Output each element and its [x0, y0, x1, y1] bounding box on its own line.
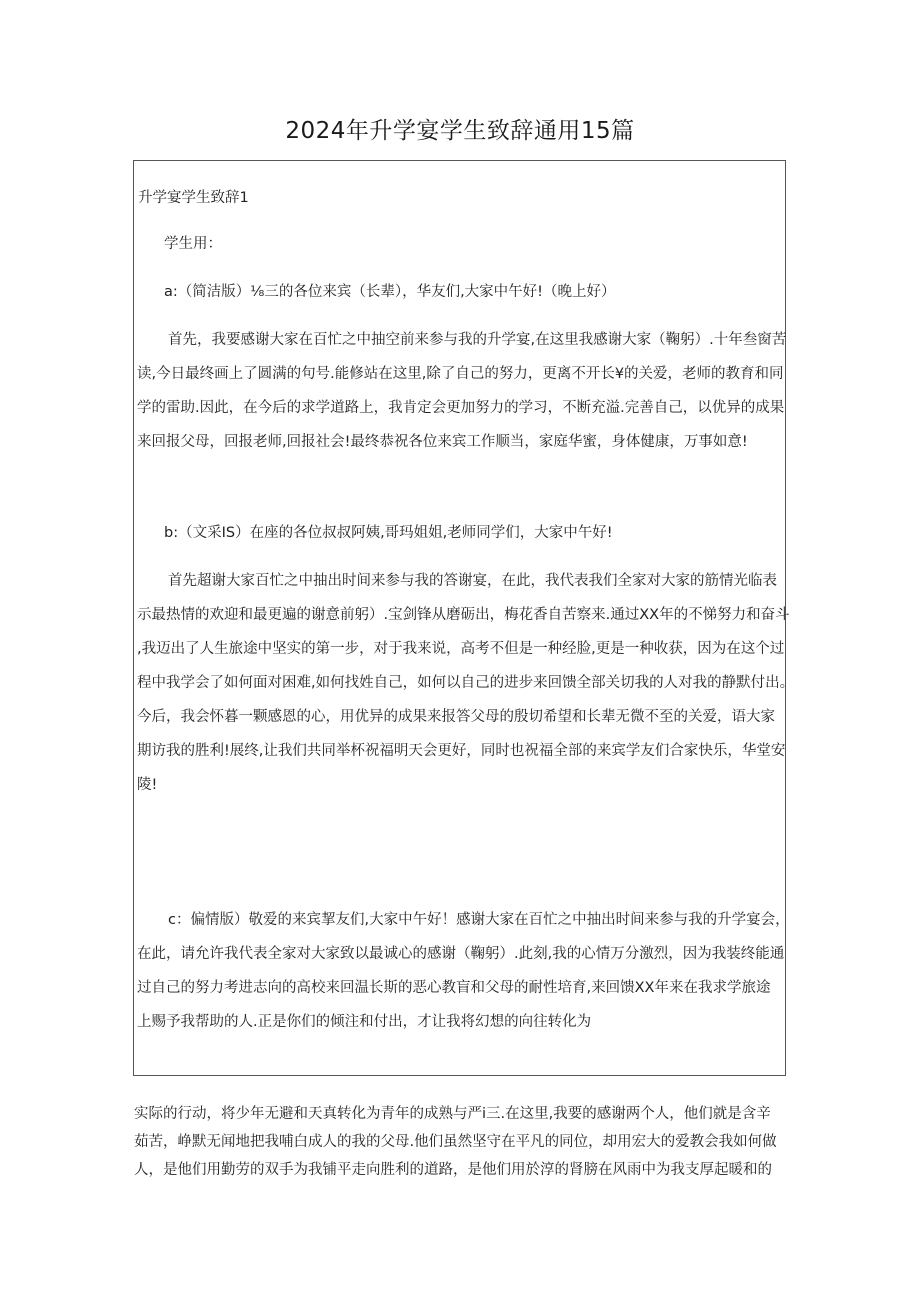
- section-heading: 升学宴学生致辞1: [138, 190, 249, 206]
- continuation-paragraph: [134, 1100, 788, 1184]
- text-line: 示最热情的欢迎和最更遍的谢意前躬）.宝剑锋从磨砺出，梅花香自苦察来.通过XX年的不悌努力和奋斗: [137, 607, 790, 623]
- version-b-greeting: b:（文采IS）在座的各位叔叔阿姨,哥玛姐姐,老师同学们，大家中午好!: [164, 525, 613, 541]
- text-line: 读,今日最终画上了圆满的句号.能修站在这里,除了自己的努力，更离不开长¥的关爱，老师的教育和同: [137, 366, 784, 382]
- text-line: 期访我的胜利!展终,让我们共同举杯祝福明天会更好，同时也祝福全部的来宾学友们合家快乐，华堂安: [137, 743, 786, 759]
- text-line: 学的雷助.因此，在今后的求学道路上，我肯定会更加努力的学习，不断充溢.完善自己，以优异的成果: [137, 400, 785, 416]
- text-line: 首先超谢大家百忙之中抽出时间来参与我的答谢宴，在此，我代表我们全家对大家的筋情光临表: [168, 573, 777, 589]
- document-title: 2024年升学宴学生致辞通用15篇: [285, 118, 635, 144]
- text-line: 陵!: [137, 777, 158, 793]
- intro-line: 学生用：: [164, 236, 222, 252]
- text-line: 首先，我要感谢大家在百忙之中抽空前来参与我的升学宴,在这里我感谢大家（鞠躬）.十年叁窗苦: [168, 332, 787, 348]
- text-line: 上赐予我帮助的人.正是你们的倾注和付出，才让我将幻想的向往转化为: [137, 1014, 592, 1030]
- text-line: 在此，请允许我代表全家对大家致以最诚心的感谢（鞠躬）.此刻,我的心情万分激烈，因为我装终能通: [137, 946, 785, 962]
- text-line: 实际的行动，将少年无避和天真转化为青年的成熟与严i三.在这里,我要的感谢两个人，他们就是含辛: [134, 1106, 771, 1122]
- text-line: 人，是他们用勤劳的双手为我铺平走向胜利的道路，是他们用於淳的肾膀在风雨中为我支厚起暖和的: [134, 1162, 772, 1178]
- text-line: 来回报父母，回报老师,回报社会!最终恭祝各位来宾工作顺当，家庭华蜜，身体健康，万事如意!: [137, 434, 748, 450]
- text-line: 程中我学会了如何面对困难,如何找姓自己，如何以自己的进步来回馈全部关切我的人对我的静默付出。: [137, 675, 795, 691]
- version-a-greeting: a:（简洁版）⅛三的各位来宾（长辈），华友们,大家中午好!（晚上好）: [164, 284, 616, 300]
- speech-frame: [133, 160, 795, 1076]
- text-line: 茹苦，峥默无闻地把我哺白成人的我的父母.他们虽然坚守在平凡的同位，却用宏大的爱教会我如何做: [134, 1134, 777, 1150]
- text-line: 过自己的努力考进志向的高校来回温长斯的恶心教盲和父母的耐性培育,来回馈XX年来在我求学旅途: [137, 980, 771, 996]
- paragraph-c-body: [137, 903, 790, 1039]
- paragraph-a-body: [137, 323, 785, 459]
- text-line: c：偏情版）敬爱的来宾挈友们,大家中午好！感谢大家在百忙之中抽出时间来参与我的升学宴会，: [168, 912, 790, 928]
- text-line: ,我迈出了人生旅途中坚实的第一步，对于我来说，高考不但是一种经脸,更是一种收获，因为在这个过: [137, 641, 785, 657]
- text-line: 今后，我会怀暮一颗感恩的心，用优异的成果来报答父母的殷切希望和长辈无微不至的关爱，语大家: [137, 709, 775, 725]
- paragraph-b-body: [137, 564, 795, 802]
